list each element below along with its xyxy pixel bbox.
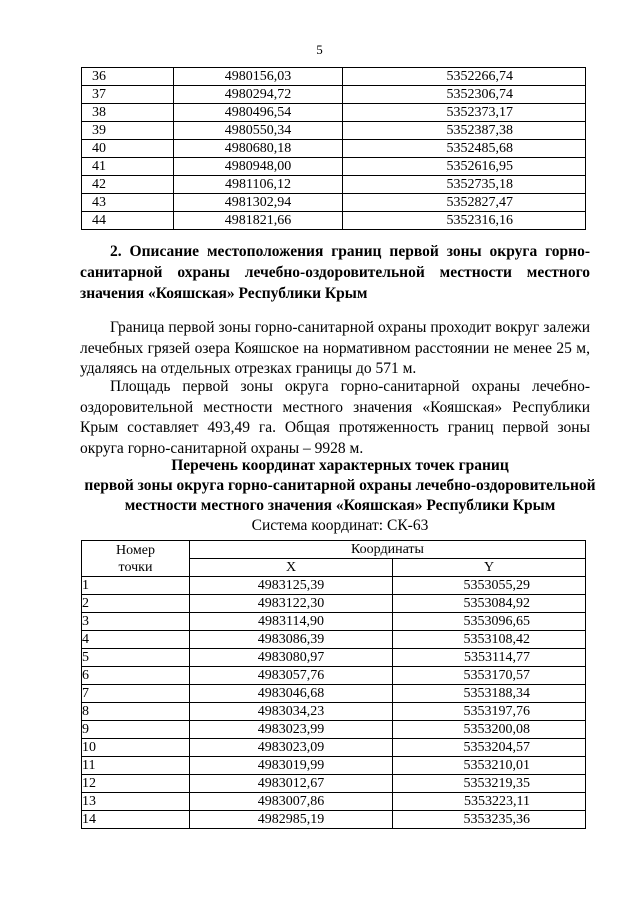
table-row (82, 158, 586, 176)
table-row (82, 775, 586, 793)
x-coordinate-cell: 4980496,54 (174, 104, 343, 122)
list-title-line-3: местности местного значения «Кояшская» Республики Крым (124, 497, 556, 514)
y-coordinate-cell: 5353096,65 (393, 613, 586, 631)
table-row (82, 685, 586, 703)
table-row (82, 667, 586, 685)
x-coordinate-cell: 4983114,90 (190, 613, 393, 631)
header-number-line-1: Номер (116, 542, 155, 558)
coordinates-table-continued (81, 67, 586, 230)
table-row (82, 595, 586, 613)
table-row (82, 86, 586, 104)
point-number-cell: 37 (82, 86, 174, 104)
point-number-cell: 42 (82, 176, 174, 194)
header-number-line-2: точки (118, 559, 153, 575)
coordinates-list-title (60, 456, 620, 516)
point-number-cell: 10 (82, 739, 190, 757)
table-row (82, 793, 586, 811)
y-coordinate-cell: 5353219,35 (393, 775, 586, 793)
header-coordinates: Координаты (190, 541, 586, 559)
y-coordinate-cell: 5353223,11 (393, 793, 586, 811)
table-row (82, 613, 586, 631)
coordinate-system-label: Система координат: СК-63 (251, 517, 429, 534)
point-number-cell: 8 (82, 703, 190, 721)
point-number-cell: 4 (82, 631, 190, 649)
boundary-description-paragraph: Граница первой зоны горно-санитарной охраны проходит вокруг залежи лечебных грязей озера Кояшское на нормативном расстоянии не менее 25 м, удаляясь на отдельных отрезках границы до 571 м. (80, 319, 590, 377)
point-number-cell: 2 (82, 595, 190, 613)
x-coordinate-cell: 4983046,68 (190, 685, 393, 703)
y-coordinate-cell: 5353235,36 (393, 811, 586, 829)
point-number-cell: 36 (82, 68, 174, 86)
y-coordinate-cell: 5352306,74 (343, 86, 586, 104)
y-coordinate-cell: 5352387,38 (343, 122, 586, 140)
y-coordinate-cell: 5353188,34 (393, 685, 586, 703)
point-number-cell: 39 (82, 122, 174, 140)
y-coordinate-cell: 5352373,17 (343, 104, 586, 122)
x-coordinate-cell: 4980948,00 (174, 158, 343, 176)
table-row (82, 212, 586, 230)
x-coordinate-cell: 4980680,18 (174, 140, 343, 158)
page-number: 5 (316, 42, 323, 57)
table-top-body (82, 68, 586, 230)
x-coordinate-cell: 4983122,30 (190, 595, 393, 613)
table-row (82, 577, 586, 595)
x-coordinate-cell: 4983019,99 (190, 757, 393, 775)
table-row (82, 68, 586, 86)
table-row (82, 122, 586, 140)
table-row (82, 757, 586, 775)
y-coordinate-cell: 5353084,92 (393, 595, 586, 613)
point-number-cell: 6 (82, 667, 190, 685)
point-number-cell: 5 (82, 649, 190, 667)
list-title-line-2: первой зоны округа горно-санитарной охраны лечебно-оздоровительной (84, 477, 596, 494)
point-number-cell: 13 (82, 793, 190, 811)
header-y: Y (393, 559, 586, 577)
y-coordinate-cell: 5353055,29 (393, 577, 586, 595)
table-row (82, 194, 586, 212)
header-x: X (190, 559, 393, 577)
point-number-cell: 12 (82, 775, 190, 793)
table-header (82, 541, 586, 577)
y-coordinate-cell: 5353200,08 (393, 721, 586, 739)
y-coordinate-cell: 5352827,47 (343, 194, 586, 212)
table-row (82, 703, 586, 721)
area-description-paragraph: Площадь первой зоны округа горно-санитарной охраны лечебно-оздоровительной местности местного значения «Кояшская» Республики Крым составляет 493,49 га. Общая протяженность границ первой зоны округа горно-санитарной охраны – 9928 м. (80, 378, 590, 457)
x-coordinate-cell: 4983007,86 (190, 793, 393, 811)
x-coordinate-cell: 4983012,67 (190, 775, 393, 793)
table-row (82, 140, 586, 158)
x-coordinate-cell: 4983057,76 (190, 667, 393, 685)
table-row (82, 631, 586, 649)
section-heading: 2. Описание местоположения границ первой зоны округа горно-санитарной охраны лечебно-оздоровительной местности местного значения «Кояшская» Республики Крым (80, 243, 590, 302)
point-number-cell: 41 (82, 158, 174, 176)
x-coordinate-cell: 4980550,34 (174, 122, 343, 140)
table-bottom-body (82, 577, 586, 829)
point-number-cell: 38 (82, 104, 174, 122)
table-row (82, 176, 586, 194)
point-number-cell: 9 (82, 721, 190, 739)
x-coordinate-cell: 4980294,72 (174, 86, 343, 104)
y-coordinate-cell: 5352735,18 (343, 176, 586, 194)
y-coordinate-cell: 5352616,95 (343, 158, 586, 176)
point-number-cell: 14 (82, 811, 190, 829)
x-coordinate-cell: 4982985,19 (190, 811, 393, 829)
x-coordinate-cell: 4983086,39 (190, 631, 393, 649)
coordinates-table (81, 540, 586, 829)
point-number-cell: 44 (82, 212, 174, 230)
table-header-row (82, 541, 586, 559)
x-coordinate-cell: 4983023,09 (190, 739, 393, 757)
y-coordinate-cell: 5353170,57 (393, 667, 586, 685)
table-row (82, 649, 586, 667)
y-coordinate-cell: 5353204,57 (393, 739, 586, 757)
y-coordinate-cell: 5352266,74 (343, 68, 586, 86)
header-point-number (82, 541, 190, 577)
point-number-cell: 1 (82, 577, 190, 595)
x-coordinate-cell: 4983125,39 (190, 577, 393, 595)
point-number-cell: 7 (82, 685, 190, 703)
x-coordinate-cell: 4983080,97 (190, 649, 393, 667)
point-number-cell: 3 (82, 613, 190, 631)
x-coordinate-cell: 4983023,99 (190, 721, 393, 739)
table-row (82, 104, 586, 122)
table-row (82, 811, 586, 829)
y-coordinate-cell: 5352316,16 (343, 212, 586, 230)
y-coordinate-cell: 5353108,42 (393, 631, 586, 649)
x-coordinate-cell: 4981821,66 (174, 212, 343, 230)
table-row (82, 721, 586, 739)
table-row (82, 739, 586, 757)
x-coordinate-cell: 4981106,12 (174, 176, 343, 194)
point-number-cell: 43 (82, 194, 174, 212)
x-coordinate-cell: 4980156,03 (174, 68, 343, 86)
y-coordinate-cell: 5353210,01 (393, 757, 586, 775)
point-number-cell: 40 (82, 140, 174, 158)
x-coordinate-cell: 4983034,23 (190, 703, 393, 721)
y-coordinate-cell: 5353114,77 (393, 649, 586, 667)
point-number-cell: 11 (82, 757, 190, 775)
x-coordinate-cell: 4981302,94 (174, 194, 343, 212)
y-coordinate-cell: 5353197,76 (393, 703, 586, 721)
y-coordinate-cell: 5352485,68 (343, 140, 586, 158)
list-title-line-1: Перечень координат характерных точек границ (171, 457, 509, 474)
